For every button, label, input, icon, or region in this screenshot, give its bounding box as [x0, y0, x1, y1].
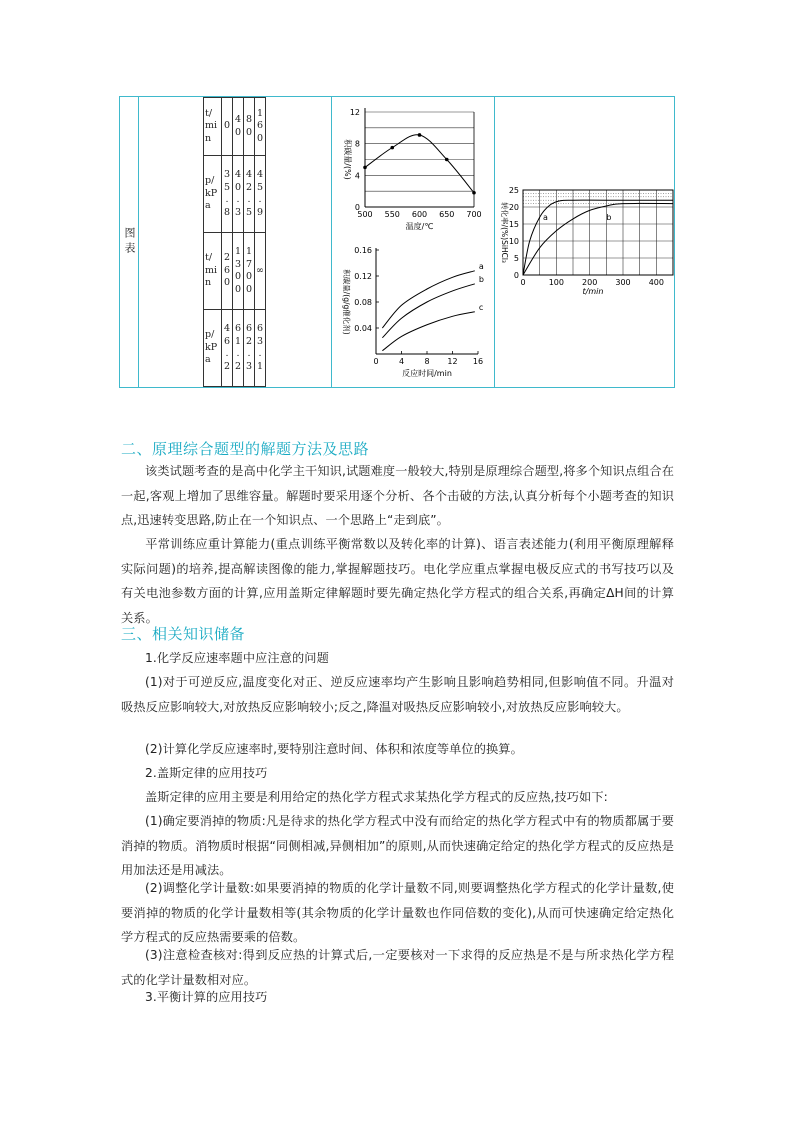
y-tick-label: 15 [508, 220, 519, 229]
paragraph: 3.平衡计算的应用技巧 [145, 990, 268, 1004]
x-tick-label: 4 [398, 357, 405, 366]
paragraph: (2)调整化学计量数:如果要消掉的物质的化学计量数不同,则要调整热化学方程式的化学计量数,使要消掉的物质的化学计量数相等(其余物质的化学计量数也作同倍数的变化),从而可快速确定给定热化学方程式的反应热需要乘的倍数。 [121, 881, 674, 944]
series-label: a [543, 213, 548, 223]
data-cell: 1 3 0 0 [233, 233, 244, 310]
paragraph: (1)对于可逆反应,温度变化对正、逆反应速率均产生影响且影响趋势相同,但影响值不同。升温对吸热反应影响较大,对放热反应影响较小;反之,降温对吸热反应影响较小,对放热反应影响较大。 [121, 675, 674, 714]
series-line-a [382, 271, 474, 328]
row-header-cell: p/ kP a [204, 310, 222, 387]
data-point [445, 158, 449, 162]
y-tick-label: 4 [354, 171, 360, 181]
chart-carbon-vs-time [332, 242, 494, 387]
data-cell: 2 6 0 [222, 233, 233, 310]
data-cell: 0 [222, 98, 233, 156]
series-label: c [478, 302, 484, 312]
x-tick-label: 700 [466, 210, 482, 219]
x-tick-label: 16 [472, 357, 484, 366]
series-label: b [478, 274, 484, 284]
data-cell: 4 5 . 9 [255, 156, 266, 233]
x-axis-label: 反应时间/min [402, 369, 452, 378]
x-tick-label: 650 [439, 210, 455, 219]
row-label: 图表 [123, 227, 136, 257]
data-cell: 3 5 . 8 [222, 156, 233, 233]
y-axis-label: 积碳量/(%) [343, 139, 352, 180]
paragraph: 盖斯定律的应用主要是利用给定的热化学方程式求某热化学方程式的反应热,技巧如下: [145, 790, 608, 804]
paragraph: 该类试题考查的是高中化学主干知识,试题难度一般较大,特别是原理综合题型,将多个知识点组合在一起,客观上增加了思维容量。解题时要采用逐个分析、各个击破的方法,认真分析每个小题考查的知识点,迅速转变思路,防止在一个知识点、一个思路上“走到底”。 [121, 464, 674, 527]
table-row [204, 233, 266, 310]
data-cell: 4 0 [233, 98, 244, 156]
table-divider [138, 97, 139, 387]
y-axis-label: 积碳量/(g/g催化剂) [342, 269, 351, 335]
y-tick-label: 0 [513, 271, 519, 280]
series-line-c [382, 312, 474, 351]
table-row [204, 310, 266, 387]
y-tick-label: 0.16 [354, 246, 372, 255]
y-axis-label: 转化率/(%)SiHCl₃ [500, 202, 509, 263]
y-tick-label: 10 [508, 237, 519, 246]
plot-frame [523, 190, 673, 275]
row-header-cell: t/ mi n [204, 98, 222, 156]
data-cell: 1 6 0 [255, 98, 266, 156]
y-tick-label: 5 [513, 254, 519, 263]
data-cell: 6 1 . 2 [233, 310, 244, 387]
x-tick-label: 0 [520, 278, 526, 287]
x-tick-label: 550 [384, 210, 400, 219]
x-axis-label: t/min [582, 287, 604, 296]
paragraph: (2)计算化学反应速率时,要特别注意时间、体积和浓度等单位的换算。 [145, 742, 523, 756]
x-tick-label: 8 [424, 357, 430, 366]
data-point [363, 166, 367, 170]
x-axis-label: 温度/℃ [405, 222, 434, 231]
x-tick-label: 500 [357, 210, 373, 219]
table-row [204, 98, 266, 156]
x-tick-label: 300 [615, 278, 631, 287]
pressure-data-table [203, 97, 266, 387]
section-heading: 三、相关知识储备 [121, 625, 246, 643]
table-row [204, 156, 266, 233]
data-cell: ∞ [255, 233, 266, 310]
y-tick-label: 0 [354, 203, 360, 212]
data-point [390, 146, 394, 150]
data-cell: 4 6 . 2 [222, 310, 233, 387]
data-point [472, 191, 476, 195]
paragraph: 平常训练应重计算能力(重点训练平衡常数以及转化率的计算)、语言表述能力(利用平衡原理解释实际问题)的培养,提高解读图像的能力,掌握解题技巧。电化学应重点掌握电极反应式的书写技巧以及有关电池参数方面的计算,应用盖斯定律解题时要先确定热化学方程式的组合关系,再确定ΔH间的计算关系。 [121, 537, 674, 625]
y-tick-label: 0.04 [354, 324, 372, 333]
section-heading: 二、原理综合题型的解题方法及思路 [121, 440, 370, 458]
x-tick-label: 12 [447, 357, 458, 366]
paragraph: 2.盖斯定律的应用技巧 [145, 766, 268, 780]
y-tick-label: 8 [354, 139, 360, 149]
data-cell: 6 3 . 1 [255, 310, 266, 387]
y-tick-label: 0.12 [354, 272, 372, 281]
series-line-a [523, 200, 673, 275]
data-point [418, 133, 422, 137]
series-label: a [478, 261, 484, 271]
paragraph: (3)注意检查核对:得到反应热的计算式后,一定要核对一下求得的反应热是不是与所求热化学方程式的化学计量数相对应。 [121, 948, 674, 987]
data-cell: 4 2 . 5 [244, 156, 255, 233]
paragraph: (1)确定要消掉的物质:凡是待求的热化学方程式中没有而给定的热化学方程式中有的物质都属于要消掉的物质。消物质时根据“同侧相减,异侧相加”的原则,从而快速确定给定的热化学方程式的反应热是用加法还是用减法。 [121, 814, 674, 877]
y-tick-label: 0.08 [354, 298, 372, 307]
x-tick-label: 0 [373, 357, 379, 366]
x-tick-label: 400 [648, 278, 664, 287]
paragraph: 1.化学反应速率题中应注意的问题 [145, 651, 329, 665]
x-tick-label: 200 [582, 278, 598, 287]
data-cell: 1 7 0 0 [244, 233, 255, 310]
row-header-cell: p/ kP a [204, 156, 222, 233]
y-tick-label: 12 [349, 108, 360, 117]
data-cell: 6 2 . 3 [244, 310, 255, 387]
data-cell: 8 0 [244, 98, 255, 156]
data-cell: 4 0 . 3 [233, 156, 244, 233]
chart-conversion-vs-time [495, 97, 675, 387]
y-tick-label: 20 [508, 203, 519, 212]
x-tick-label: 100 [548, 278, 564, 287]
chart-carbon-vs-temperature [332, 97, 494, 242]
row-header-cell: t/ mi n [204, 233, 222, 310]
x-tick-label: 600 [411, 210, 428, 219]
series-label: b [606, 213, 612, 223]
y-tick-label: 25 [508, 186, 519, 195]
figure-table [119, 96, 675, 388]
